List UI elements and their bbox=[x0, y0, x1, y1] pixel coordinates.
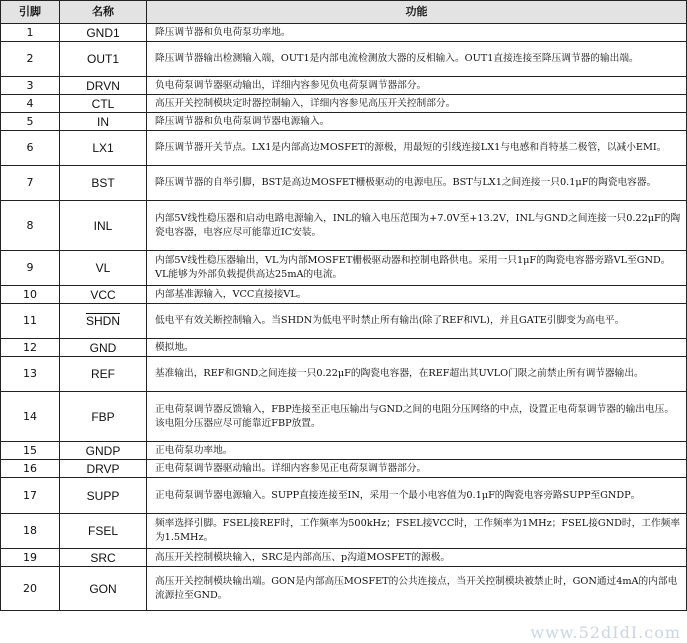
pin-function: 降压调节器输出检测输入端，OUT1是内部电流检测放大器的反相输入。OUT1直接连接至降压调节器的输出端。 bbox=[147, 42, 687, 77]
pin-number: 8 bbox=[1, 201, 60, 251]
pin-name: SHDN bbox=[60, 304, 147, 339]
table-row bbox=[1, 304, 687, 339]
table-row bbox=[1, 286, 687, 304]
pin-function: 正电荷泵功率地。 bbox=[147, 442, 687, 460]
pin-function: 频率选择引脚。FSEL接REF时，工作频率为500kHz；FSEL接VCC时，工作频率为1MHz；FSEL接GND时，工作频率为1.5MHz。 bbox=[147, 514, 687, 549]
pin-number: 12 bbox=[1, 339, 60, 357]
pin-function: 负电荷泵调节器驱动输出，详细内容参见负电荷泵调节器部分。 bbox=[147, 77, 687, 95]
pin-number: 4 bbox=[1, 95, 60, 113]
pin-number: 11 bbox=[1, 304, 60, 339]
pin-name: DRVN bbox=[60, 77, 147, 95]
pin-name: SRC bbox=[60, 549, 147, 567]
pin-number: 20 bbox=[1, 567, 60, 611]
pin-function: 正电荷泵调节器电源输入。SUPP直接连接至IN，采用一个最小电容值为0.1μF的陶瓷电容旁路SUPP至GNDP。 bbox=[147, 478, 687, 514]
pin-function: 模拟地。 bbox=[147, 339, 687, 357]
table-row bbox=[1, 339, 687, 357]
table-row bbox=[1, 77, 687, 95]
watermark: www.52dIdI.com bbox=[530, 623, 681, 642]
pin-number: 18 bbox=[1, 514, 60, 549]
pin-function: 内部5V线性稳压器输出，VL为内部MOSFET栅极驱动器和控制电路供电。采用一只1μF的陶瓷电容器旁路VL至GND。VL能够为外部负载提供高达25mA的电流。 bbox=[147, 251, 687, 286]
table-row bbox=[1, 251, 687, 286]
table-row bbox=[1, 166, 687, 201]
pin-function: 正电荷泵调节器驱动输出。详细内容参见正电荷泵调节器部分。 bbox=[147, 460, 687, 478]
pin-function: 降压调节器开关节点。LX1是内部高边MOSFET的源极，用最短的引线连接LX1与电感和肖特基二极管，以减小EMI。 bbox=[147, 131, 687, 166]
table-row bbox=[1, 392, 687, 442]
pin-name: GND1 bbox=[60, 24, 147, 42]
pin-number: 17 bbox=[1, 478, 60, 514]
pin-name: VCC bbox=[60, 286, 147, 304]
pin-name: CTL bbox=[60, 95, 147, 113]
pin-name: REF bbox=[60, 357, 147, 392]
table-row bbox=[1, 567, 687, 611]
pin-function: 高压开关控制模块输出端。GON是内部高压MOSFET的公共连接点，当开关控制模块被禁止时，GON通过4mA的内部电流源拉至GND。 bbox=[147, 567, 687, 611]
pin-name: BST bbox=[60, 166, 147, 201]
header-name: 名称 bbox=[60, 1, 147, 24]
table-row bbox=[1, 131, 687, 166]
table-row bbox=[1, 478, 687, 514]
pin-name: FSEL bbox=[60, 514, 147, 549]
table-row bbox=[1, 113, 687, 131]
pin-function: 正电荷泵调节器反馈输入，FBP连接至正电压输出与GND之间的电阻分压网络的中点，设置正电荷泵调节器的输出电压。该电阻分压器应尽可能靠近FBP放置。 bbox=[147, 392, 687, 442]
pin-name: FBP bbox=[60, 392, 147, 442]
pin-number: 5 bbox=[1, 113, 60, 131]
pin-function: 降压调节器和负电荷泵功率地。 bbox=[147, 24, 687, 42]
pin-function: 内部基准源输入，VCC直接接VL。 bbox=[147, 286, 687, 304]
pin-function: 高压开关控制模块定时器控制输入，详细内容参见高压开关控制部分。 bbox=[147, 95, 687, 113]
pin-function: 高压开关控制模块输入，SRC是内部高压、p沟道MOSFET的源极。 bbox=[147, 549, 687, 567]
table-row bbox=[1, 442, 687, 460]
pin-name: SUPP bbox=[60, 478, 147, 514]
pin-number: 16 bbox=[1, 460, 60, 478]
pin-number: 14 bbox=[1, 392, 60, 442]
pin-name: GNDP bbox=[60, 442, 147, 460]
pin-number: 3 bbox=[1, 77, 60, 95]
table-row bbox=[1, 201, 687, 251]
pin-function: 低电平有效关断控制输入。当SHDN为低电平时禁止所有输出(除了REF和VL)，并且GATE引脚变为高电平。 bbox=[147, 304, 687, 339]
pin-name: OUT1 bbox=[60, 42, 147, 77]
pin-name: GND bbox=[60, 339, 147, 357]
pin-number: 7 bbox=[1, 166, 60, 201]
pin-number: 19 bbox=[1, 549, 60, 567]
table-row bbox=[1, 549, 687, 567]
pin-number: 6 bbox=[1, 131, 60, 166]
table-header-row bbox=[1, 1, 687, 24]
pin-function: 内部5V线性稳压器和启动电路电源输入，INL的输入电压范围为+7.0V至+13.2V，INL与GND之间连接一只0.22μF的陶瓷电容器，电容应尽可能靠近IC安装。 bbox=[147, 201, 687, 251]
pin-function: 基准输出，REF和GND之间连接一只0.22μF的陶瓷电容器，在REF超出其UVLO门限之前禁止所有调节器输出。 bbox=[147, 357, 687, 392]
table-row bbox=[1, 95, 687, 113]
pin-number: 10 bbox=[1, 286, 60, 304]
pin-name: DRVP bbox=[60, 460, 147, 478]
pin-number: 1 bbox=[1, 24, 60, 42]
pin-number: 13 bbox=[1, 357, 60, 392]
table-row bbox=[1, 514, 687, 549]
pin-number: 2 bbox=[1, 42, 60, 77]
pin-name: VL bbox=[60, 251, 147, 286]
pin-name: IN bbox=[60, 113, 147, 131]
pin-name: GON bbox=[60, 567, 147, 611]
pin-number: 15 bbox=[1, 442, 60, 460]
pin-name: INL bbox=[60, 201, 147, 251]
header-function: 功能 bbox=[147, 1, 687, 24]
table-row bbox=[1, 460, 687, 478]
pin-function: 降压调节器的自举引脚，BST是高边MOSFET栅极驱动的电源电压。BST与LX1之间连接一只0.1μF的陶瓷电容器。 bbox=[147, 166, 687, 201]
header-pin: 引脚 bbox=[1, 1, 60, 24]
table-row bbox=[1, 42, 687, 77]
pin-name: LX1 bbox=[60, 131, 147, 166]
pin-function: 降压调节器和负电荷泵调节器电源输入。 bbox=[147, 113, 687, 131]
table-row bbox=[1, 24, 687, 42]
table-row bbox=[1, 357, 687, 392]
pin-number: 9 bbox=[1, 251, 60, 286]
